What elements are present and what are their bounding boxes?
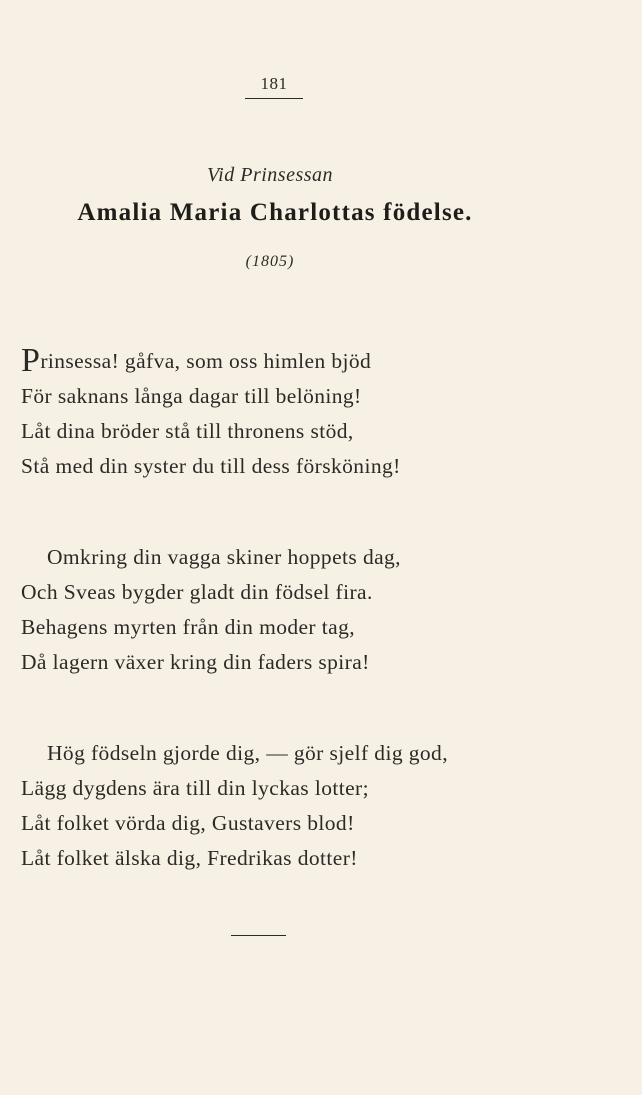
poem-line: Låt folket älska dig, Fredrikas dotter! [21, 846, 358, 870]
poem-line [21, 344, 541, 379]
poem-year: (1805) [245, 253, 295, 270]
poem-title: Amalia Maria Charlottas födelse. [77, 199, 473, 226]
end-rule [231, 935, 286, 936]
poem-line: För saknans långa dagar till belöning! [21, 384, 362, 408]
stanza-1 [21, 344, 541, 484]
poem-line-text: rinsessa! gåfva, som oss himlen bjöd [40, 349, 372, 373]
poem-line: Hög födseln gjorde dig, — gör sjelf dig god, [47, 741, 448, 765]
page-number-rule [245, 98, 303, 99]
poem-line: Omkring din vagga skiner hoppets dag, [47, 545, 401, 569]
poem-line: Lägg dygdens ära till din lyckas lotter; [21, 776, 369, 800]
poem-subtitle: Vid Prinsessan [206, 164, 334, 186]
poem-line: Då lagern växer kring din faders spira! [21, 650, 370, 674]
drop-cap: P [21, 342, 41, 379]
poem-line: Och Sveas bygder gladt din födsel fira. [21, 580, 373, 604]
stanza-2 [21, 540, 541, 680]
poem-line: Stå med din syster du till dess försköning! [21, 454, 401, 478]
poem-line: Behagens myrten från din moder tag, [21, 615, 356, 639]
page-number: 181 [260, 74, 288, 93]
stanza-3 [21, 736, 541, 876]
poem-line: Låt dina bröder stå till thronens stöd, [21, 419, 354, 443]
poem-line: Låt folket vörda dig, Gustavers blod! [21, 811, 355, 835]
